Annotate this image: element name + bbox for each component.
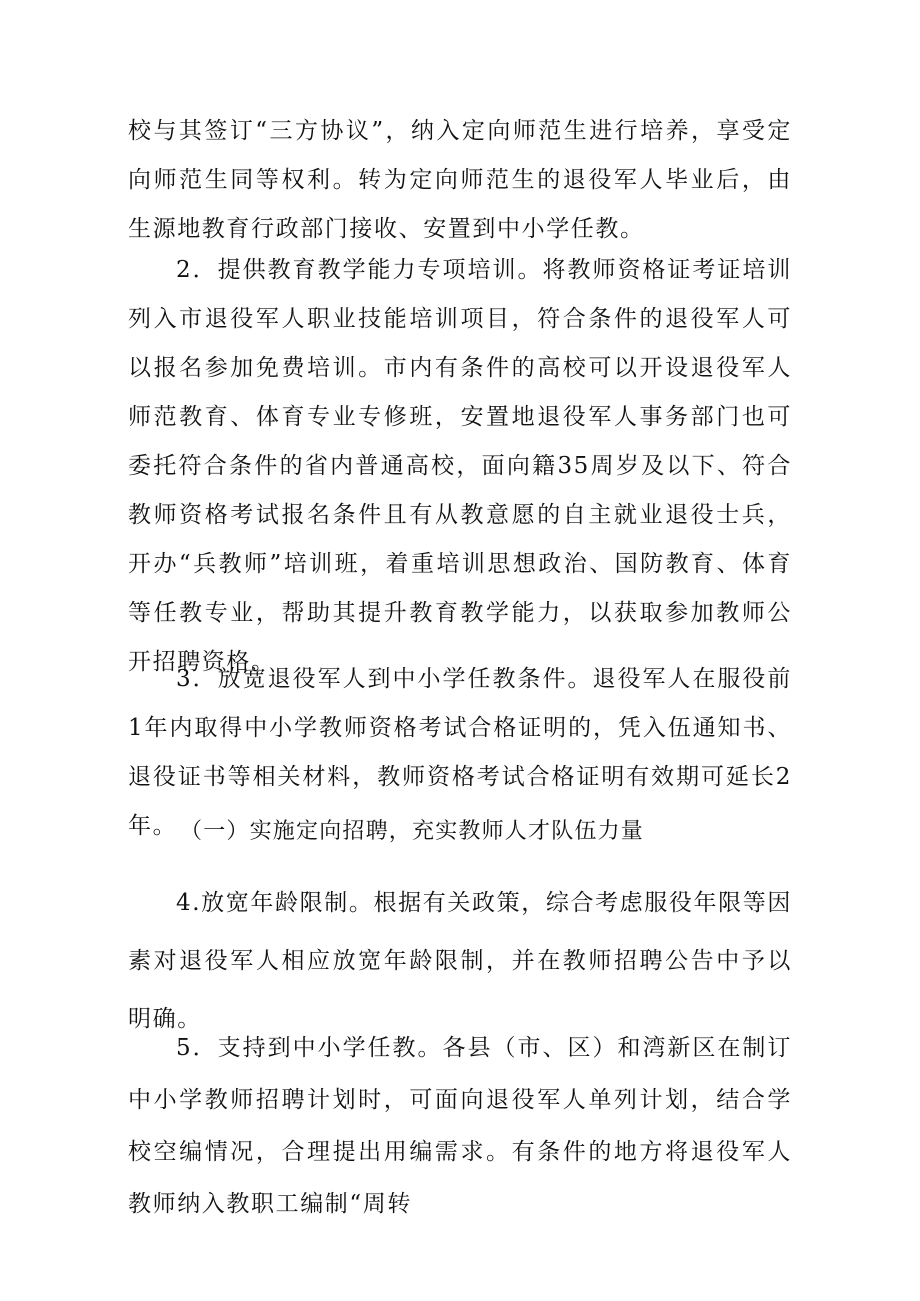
paragraph-continuation: 校与其签订“三方协议”，纳入定向师范生进行培养，享受定向师范生同等权利。转为定向师范生的退役军人毕业后，由生源地教育行政部门接收、安置到中小学任教。 bbox=[128, 118, 792, 242]
paragraph-item-4: 4.放宽年龄限制。根据有关政策，综合考虑服役年限等因素对退役军人相应放宽年龄限制，并在教师招聘公告中予以明确。 bbox=[128, 890, 792, 1032]
section-heading: （一）实施定向招聘，充实教师人才队伍力量 bbox=[180, 819, 645, 844]
paragraph-item-3: 3．放宽退役军人到中小学任教条件。退役军人在服役前1年内取得中小学教师资格考试合格证明的，凭入伍通知书、退役证书等相关材料，教师资格考试合格证明有效期可延长2年。 bbox=[128, 666, 792, 839]
paragraph-item-2: 2．提供教育教学能力专项培训。将教师资格证考证培训列入市退役军人职业技能培训项目，符合条件的退役军人可以报名参加免费培训。市内有条件的高校可以开设退役军人师范教育、体育专业专修班，安置地退役军人事务部门也可委托符合条件的省内普通高校，面向籍35周岁及以下、符合教师资格考试报名条件且有从教意愿的自主就业退役士兵，开办“兵教师”培训班，着重培训思想政治、国防教育、体育等任教专业，帮助其提升教育教学能力，以获取参加教师公开招聘资格。 bbox=[128, 257, 792, 675]
paragraph-item-5: 5．支持到中小学任教。各县（市、区）和湾新区在制订中小学教师招聘计划时，可面向退役军人单列计划，结合学校空编情况，合理提出用编需求。有条件的地方将退役军人教师纳入教职工编制“周转 bbox=[128, 1035, 792, 1217]
